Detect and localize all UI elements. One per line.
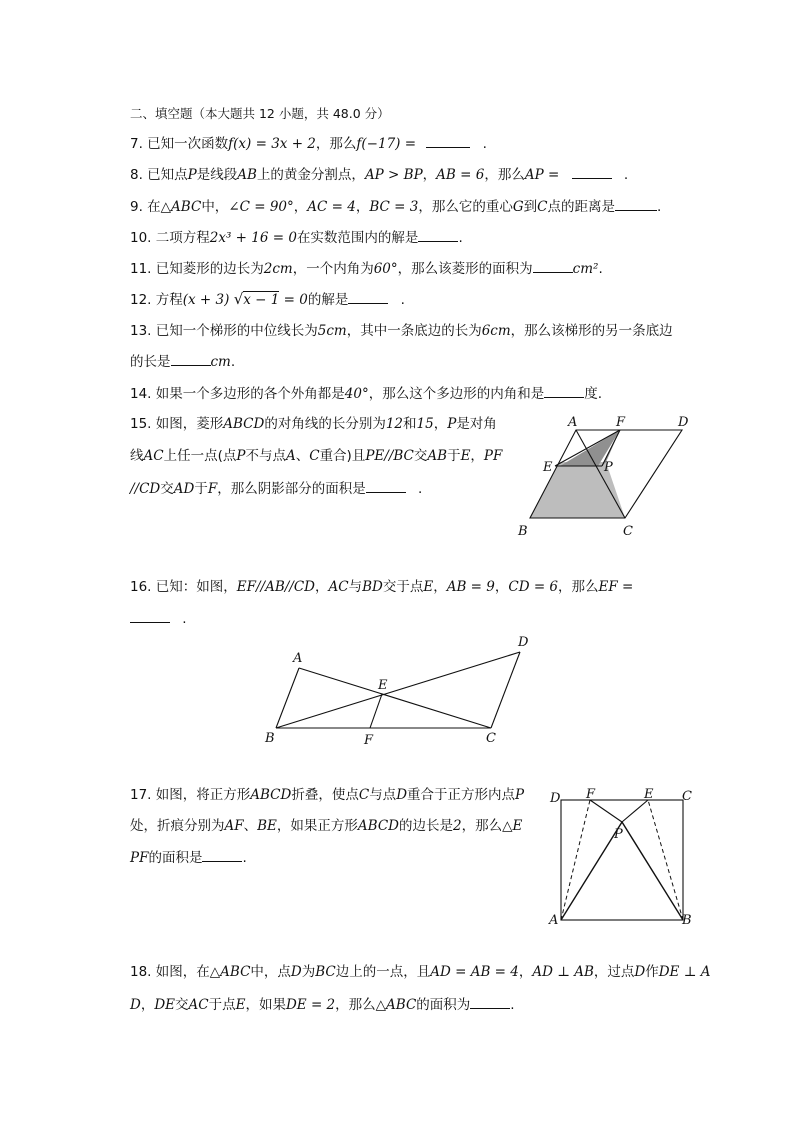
question-15 xyxy=(130,414,497,434)
q18-text: ， xyxy=(518,964,533,980)
q17-var: C xyxy=(358,787,370,803)
q9-cond: ∠C = 90° xyxy=(228,199,294,215)
q16-segment-cd xyxy=(491,652,520,728)
q9-var: C xyxy=(537,199,548,215)
q15-var: P xyxy=(236,448,246,464)
q9-text: 9. 在 xyxy=(130,199,161,215)
q17-var: ABCD xyxy=(357,818,399,834)
q17-text: ，那么 xyxy=(461,818,503,834)
q16-cond: AB = 9 xyxy=(446,579,495,595)
q15-text: 的对角线的长分别为 xyxy=(264,416,386,432)
question-13-cont xyxy=(130,351,235,372)
q11-text: 11. 已知菱形的边长为 xyxy=(130,261,264,277)
q18-text: 的面积为 xyxy=(416,997,471,1013)
q17-var: D xyxy=(396,787,408,803)
q12-radicand: x − 1 xyxy=(243,292,280,308)
question-16 xyxy=(130,577,633,597)
q16-text: ， xyxy=(494,579,509,595)
q17-var: △E xyxy=(502,818,523,834)
q18-var: DE xyxy=(154,997,176,1013)
q11-end: . xyxy=(598,261,603,277)
label-f: F xyxy=(616,415,626,430)
label-f: F xyxy=(364,733,374,748)
q15-text: 、 xyxy=(295,448,310,464)
q18-text: ，如果 xyxy=(245,997,286,1013)
q18-text: 于点 xyxy=(208,997,236,1013)
q15-text: 不与点 xyxy=(245,448,286,464)
question-17-cont xyxy=(130,816,522,836)
q18-var: BC xyxy=(315,964,336,980)
answer-blank[interactable] xyxy=(130,608,170,623)
q11-text: ，一个内角为 xyxy=(292,261,374,277)
question-10 xyxy=(130,227,463,248)
q16-var: E xyxy=(423,579,434,595)
q18-text: 18. 如图，在 xyxy=(130,964,210,980)
q16-cond: CD = 6 xyxy=(508,579,559,595)
q10-text: 在实数范围内的解是 xyxy=(296,230,419,246)
q13-text: ，那么该梯形的另一条底边 xyxy=(510,323,673,339)
q8-end: . xyxy=(623,167,629,183)
q15-var: E xyxy=(460,448,471,464)
answer-blank[interactable] xyxy=(615,196,657,211)
q18-text: ，那么 xyxy=(335,997,376,1013)
q18-cond: AD ⊥ AB xyxy=(532,964,594,980)
q16-text: 16. 已知：如图， xyxy=(130,579,237,595)
q9-var: △ABC xyxy=(160,199,202,215)
q10-text: 10. 二项方程 xyxy=(130,230,210,246)
q17-text: 折叠，使点 xyxy=(291,787,359,803)
answer-blank[interactable] xyxy=(418,227,458,242)
label-c: C xyxy=(486,731,496,746)
question-15-cont2 xyxy=(130,478,422,499)
question-17 xyxy=(130,785,524,805)
q17-crease-be xyxy=(648,800,683,920)
q15-var: F xyxy=(207,481,218,497)
q13-text: 的长是 xyxy=(130,354,171,370)
q8-text: 8. 已知点 xyxy=(130,167,188,183)
q15-text: 重合)且 xyxy=(319,448,366,464)
q13-unit: cm xyxy=(210,354,231,370)
section-title: 二、填空题（本大题共 12 小题，共 48.0 分） xyxy=(130,106,390,121)
answer-blank[interactable] xyxy=(366,478,406,493)
q17-text: 17. 如图，将正方形 xyxy=(130,787,251,803)
question-7 xyxy=(130,133,487,154)
q18-var: E xyxy=(235,997,246,1013)
q15-var: ABCD xyxy=(223,416,265,432)
q18-text: ，过点 xyxy=(593,964,635,980)
label-p: P xyxy=(614,827,623,842)
q8-text: 上的黄金分割点， xyxy=(256,167,365,183)
q8-text: ，那么 xyxy=(484,167,525,183)
label-b: B xyxy=(518,524,528,539)
q15-value: 15 xyxy=(416,416,434,432)
label-d: D xyxy=(518,635,529,650)
q18-var: D xyxy=(634,964,646,980)
q17-text: 的边长是 xyxy=(398,818,453,834)
q12-text: 的解是 xyxy=(307,292,349,308)
q16-text: 交于点 xyxy=(382,579,424,595)
q17-var: PF xyxy=(130,850,149,866)
q7-expr2: f(−17) = xyxy=(356,136,417,152)
q15-var: AD xyxy=(173,481,195,497)
q12-text: 12. 方程 xyxy=(130,292,183,308)
q8-cond: AP > BP xyxy=(364,167,423,183)
label-d: D xyxy=(550,791,561,806)
q17-end: . xyxy=(242,850,247,866)
q15-text: 15. 如图，菱形 xyxy=(130,416,224,432)
answer-blank[interactable] xyxy=(426,133,470,148)
label-a: A xyxy=(549,913,559,928)
q14-text: 14. 如果一个多边形的各个外角都是 xyxy=(130,386,345,402)
q9-cond: AC = 4 xyxy=(307,199,356,215)
q8-text: 是线段 xyxy=(196,167,238,183)
label-b: B xyxy=(265,731,275,746)
q14-end: . xyxy=(597,386,602,402)
label-e: E xyxy=(543,460,553,475)
question-18 xyxy=(130,962,710,982)
q15-text: ， xyxy=(433,416,448,432)
q9-text: ， xyxy=(355,199,370,215)
q15-text: 交 xyxy=(413,448,428,464)
q17-crease-af xyxy=(561,800,590,920)
q14-value: 40° xyxy=(344,386,369,402)
q9-end: . xyxy=(656,199,662,215)
question-11 xyxy=(130,258,603,279)
q15-var: P xyxy=(447,416,457,432)
q17-square xyxy=(561,800,683,920)
q9-text: 到 xyxy=(523,199,538,215)
q11-text: ，那么该菱形的面积为 xyxy=(397,261,533,277)
q9-text: 中， xyxy=(201,199,229,215)
q17-square-figure xyxy=(546,786,696,928)
q17-text: 的面积是 xyxy=(148,850,203,866)
q11-value: 2cm xyxy=(263,261,293,277)
q9-text: ，那么它的重心 xyxy=(418,199,513,215)
q16-end: . xyxy=(182,611,187,627)
q15-end: . xyxy=(418,481,423,497)
q10-end: . xyxy=(458,230,463,246)
label-a: A xyxy=(568,415,578,430)
q15-rhombus-figure xyxy=(510,414,700,540)
q16-segment-ac xyxy=(299,668,491,728)
q16-segment-bd xyxy=(276,652,520,728)
question-9 xyxy=(130,196,661,217)
q7-expr: f(x) = 3x + 2 xyxy=(228,136,316,152)
q17-value: 2 xyxy=(452,818,462,834)
q16-parallel-figure xyxy=(262,632,542,750)
q12-expr: = 0 xyxy=(283,292,308,308)
q13-text: 13. 已知一个梯形的中位线长为 xyxy=(130,323,318,339)
q15-text: 于 xyxy=(194,481,208,497)
question-13 xyxy=(130,321,673,341)
q18-var: D xyxy=(130,997,141,1013)
q15-var: //CD xyxy=(130,481,161,497)
question-16-cont xyxy=(130,608,187,629)
q11-unit: cm² xyxy=(572,261,599,277)
q18-var: D xyxy=(290,964,302,980)
answer-blank[interactable] xyxy=(348,289,388,304)
q15-var: A xyxy=(285,448,296,464)
q8-var: AB xyxy=(237,167,257,183)
q17-segment-bp xyxy=(622,822,683,920)
q9-cond: BC = 3 xyxy=(369,199,419,215)
q18-text: 交 xyxy=(175,997,189,1013)
q17-var: AF xyxy=(224,818,244,834)
q16-var: AC xyxy=(328,579,349,595)
q13-text: ，其中一条底边的长为 xyxy=(346,323,482,339)
q12-end: . xyxy=(400,292,405,308)
q18-var: △ABC xyxy=(375,997,417,1013)
q14-text: ，那么这个多边形的内角和是 xyxy=(368,386,545,402)
q13-value: 6cm xyxy=(481,323,511,339)
q17-text: 重合于正方形内点 xyxy=(407,787,516,803)
q17-var: ABCD xyxy=(250,787,292,803)
q7-text: 7. 已知一次函数 xyxy=(130,136,229,152)
q15-text: 线 xyxy=(130,448,144,464)
label-e: E xyxy=(644,787,654,802)
q16-cond: EF = xyxy=(598,579,634,595)
q9-text: ， xyxy=(293,199,308,215)
answer-blank[interactable] xyxy=(202,847,242,862)
label-f: F xyxy=(586,787,596,802)
q17-segment-ep xyxy=(622,800,648,822)
question-12 xyxy=(130,289,405,310)
q16-var: EF//AB//CD xyxy=(236,579,316,595)
q8-cond: AP = xyxy=(524,167,560,183)
question-8 xyxy=(130,164,628,185)
q18-cond: DE ⊥ A xyxy=(658,964,711,980)
q15-text: ，那么阴影部分的面积是 xyxy=(217,481,366,497)
q18-text: 作 xyxy=(645,964,659,980)
q17-segment-fp xyxy=(590,800,622,822)
answer-blank[interactable] xyxy=(470,994,510,1009)
q15-text: 是对角 xyxy=(456,416,497,432)
q15-var: AB xyxy=(427,448,448,464)
q16-text: 与 xyxy=(348,579,363,595)
q17-text: 处，折痕分别为 xyxy=(130,818,225,834)
q15-var: PF xyxy=(483,448,503,464)
q18-cond: AD = AB = 4 xyxy=(430,964,519,980)
q15-text: ， xyxy=(470,448,484,464)
q13-end: . xyxy=(230,354,236,370)
q15-var: AC xyxy=(143,448,164,464)
q16-var: BD xyxy=(362,579,383,595)
label-e: E xyxy=(378,678,388,693)
question-14 xyxy=(130,383,602,404)
q16-segment-ef xyxy=(370,694,382,728)
label-a: A xyxy=(293,651,303,666)
q18-cond: DE = 2 xyxy=(285,997,336,1013)
sqrt-symbol: √ xyxy=(233,290,244,308)
q18-var: AC xyxy=(188,997,209,1013)
q15-var: PE//BC xyxy=(365,448,414,464)
q8-var: P xyxy=(187,167,197,183)
answer-blank[interactable] xyxy=(544,383,584,398)
q10-expr: 2x³ + 16 = 0 xyxy=(209,230,297,246)
q17-text: 、 xyxy=(243,818,258,834)
q18-text: 为 xyxy=(301,964,316,980)
q18-text: 中，点 xyxy=(250,964,291,980)
q15-var: C xyxy=(309,448,320,464)
q15-text: 和 xyxy=(403,416,417,432)
label-d: D xyxy=(678,415,689,430)
q16-text: ， xyxy=(433,579,447,595)
q17-var: P xyxy=(515,787,525,803)
answer-blank[interactable] xyxy=(572,164,612,179)
q14-text: 度 xyxy=(584,386,598,402)
q18-var: △ABC xyxy=(209,964,251,980)
q7-end: . xyxy=(482,136,487,152)
q17-text: 与点 xyxy=(369,787,397,803)
q12-expr: (x + 3) xyxy=(182,292,230,308)
q11-value: 60° xyxy=(373,261,398,277)
answer-blank[interactable] xyxy=(171,351,211,366)
q16-text: ， xyxy=(315,579,329,595)
q18-text: ， xyxy=(140,997,155,1013)
q18-end: . xyxy=(510,997,515,1013)
q8-cond: AB = 6 xyxy=(436,167,485,183)
q9-text: 点的距离是 xyxy=(547,199,615,215)
q15-text: 于 xyxy=(447,448,461,464)
q16-text: ，那么 xyxy=(558,579,599,595)
q15-text: 交 xyxy=(160,481,174,497)
label-c: C xyxy=(623,524,633,539)
question-17-cont2 xyxy=(130,847,247,868)
label-p: P xyxy=(604,460,613,475)
q7-text-mid: ，那么 xyxy=(315,136,357,152)
label-b: B xyxy=(682,913,692,928)
q18-text: 边上的一点，且 xyxy=(335,964,431,980)
q15-value: 12 xyxy=(385,416,404,432)
q15-text: 上任一点(点 xyxy=(163,448,237,464)
label-c: C xyxy=(682,789,692,804)
q16-segment-ab xyxy=(276,668,299,728)
q8-text: ， xyxy=(422,167,437,183)
question-15-cont xyxy=(130,446,502,466)
question-18-cont xyxy=(130,994,515,1015)
q17-segment-ap xyxy=(561,822,622,920)
q13-value: 5cm xyxy=(317,323,347,339)
q9-var: G xyxy=(512,199,524,215)
q17-text: ，如果正方形 xyxy=(276,818,358,834)
q17-var: BE xyxy=(257,818,277,834)
answer-blank[interactable] xyxy=(533,258,573,273)
